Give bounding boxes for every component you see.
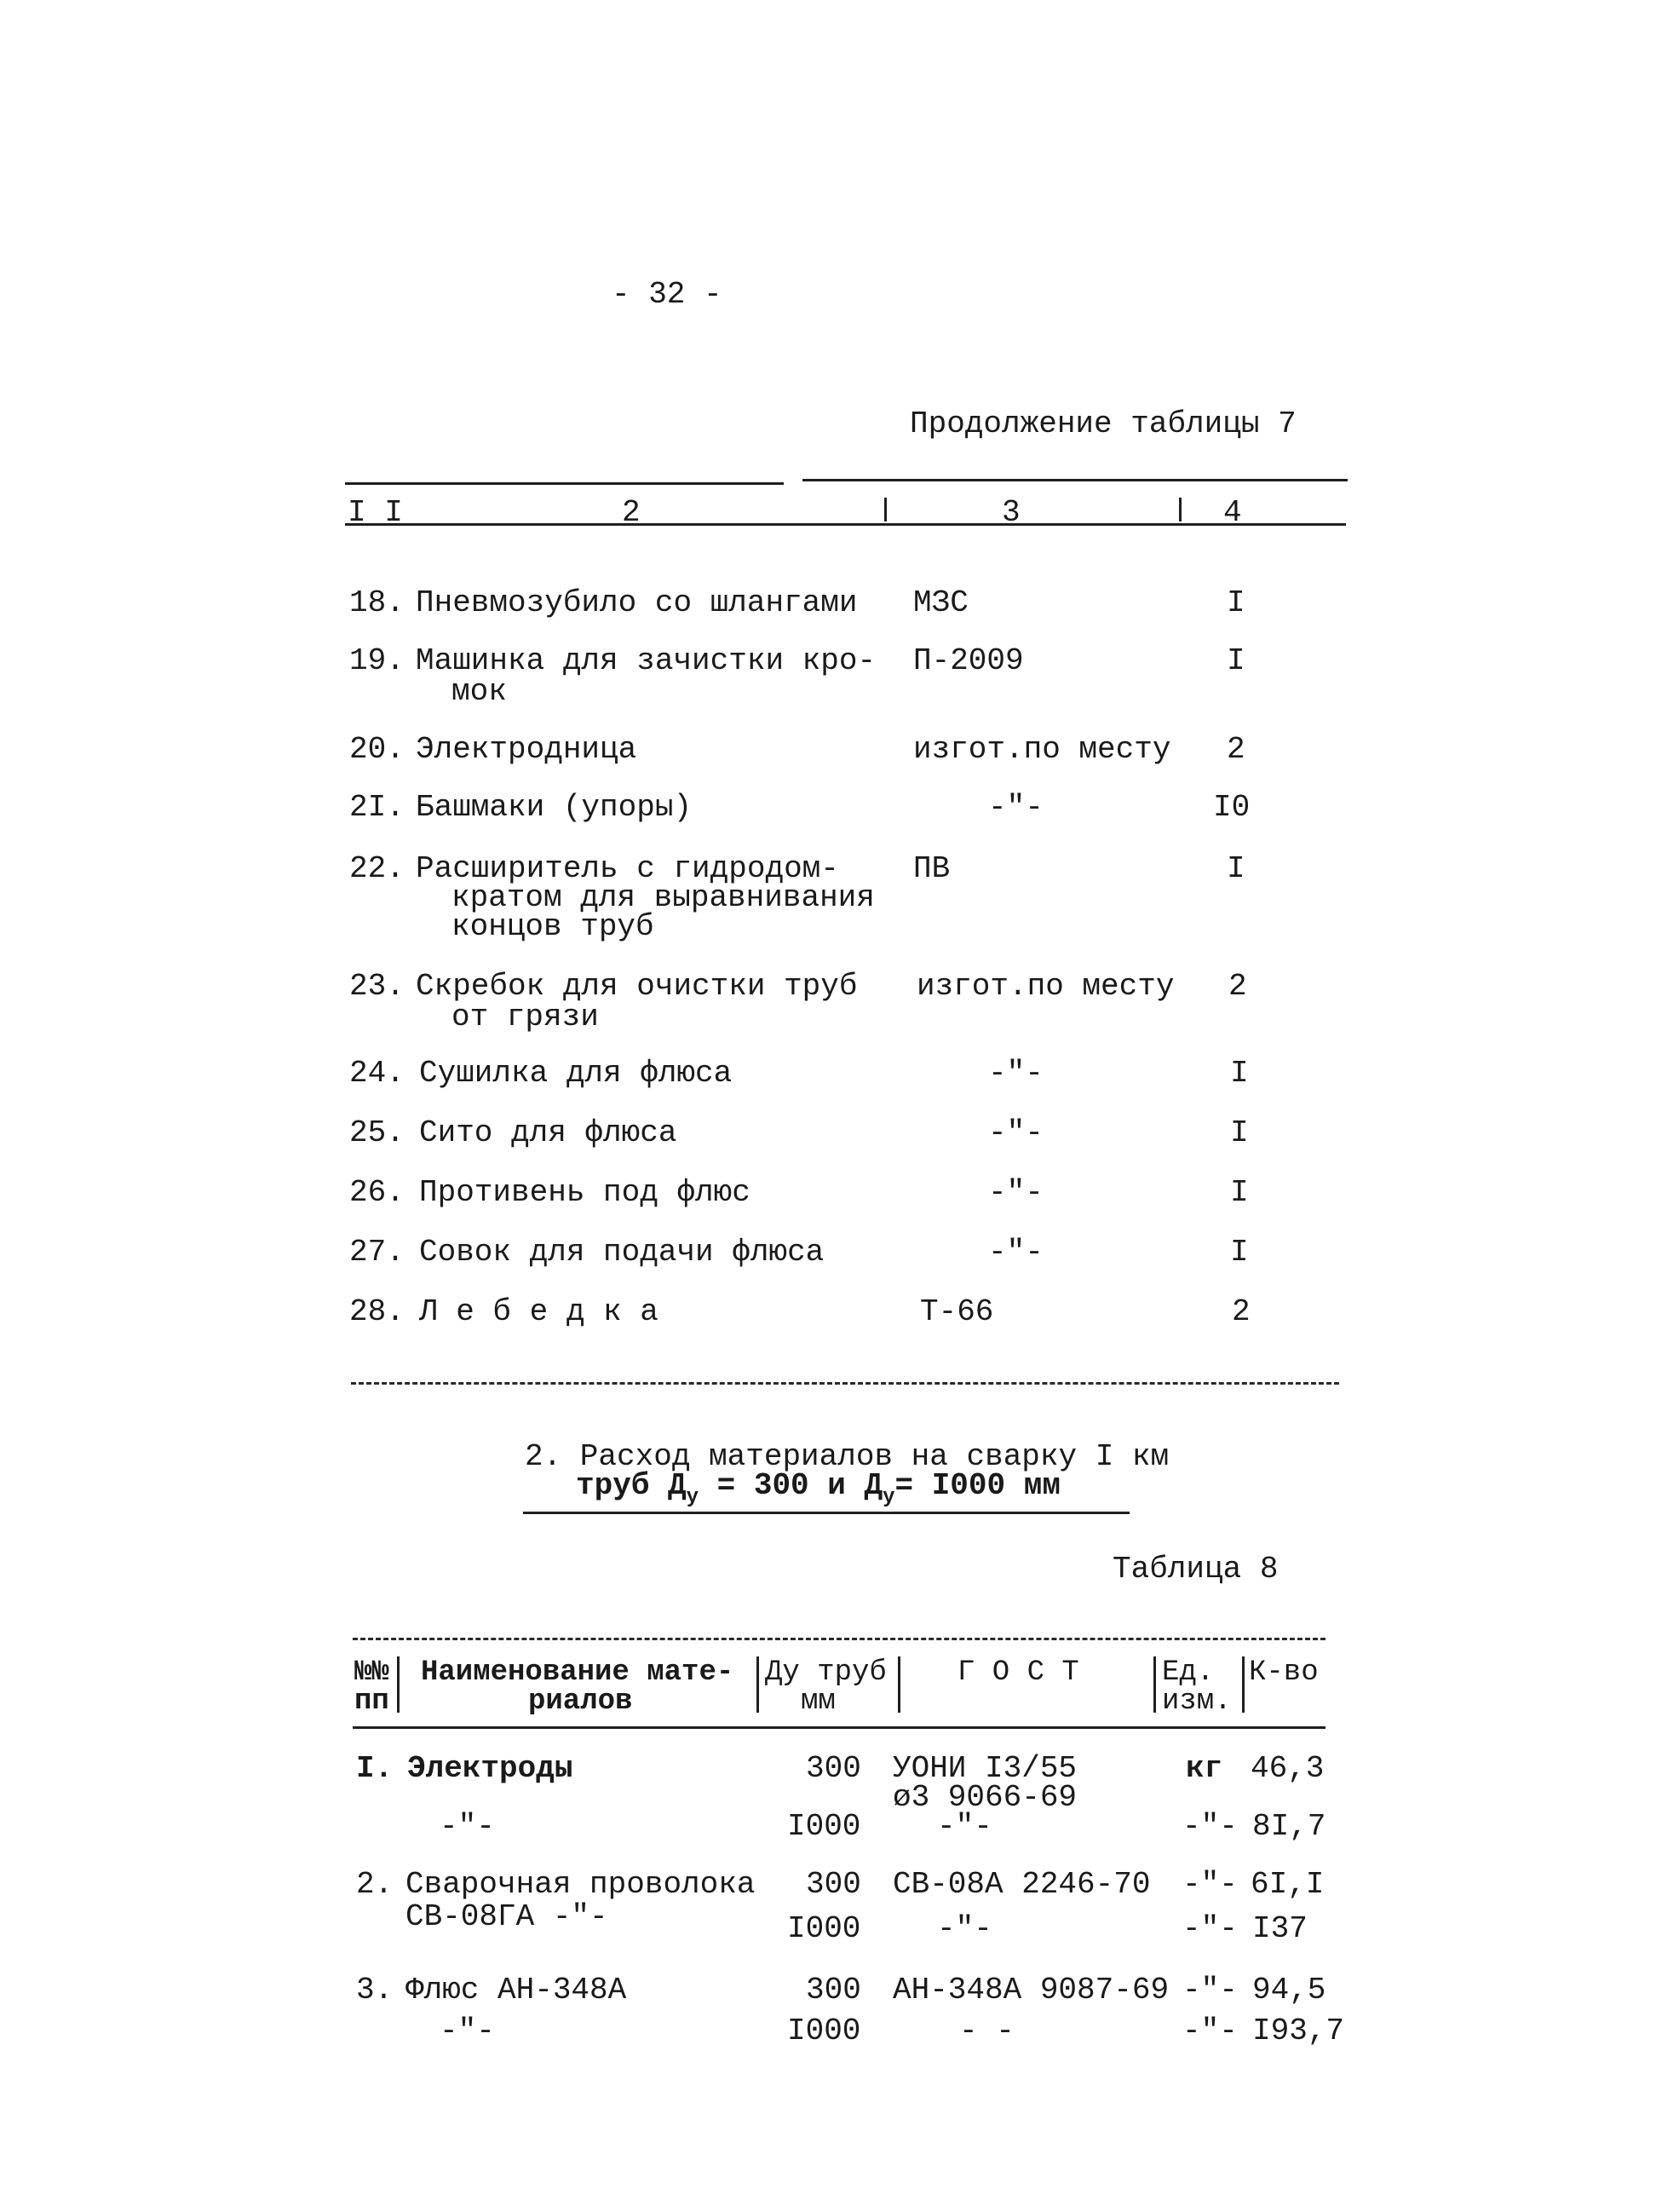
table8-row-name: -"- [440,1809,495,1844]
table7-row-qty: I0 [1213,790,1251,825]
table8-row-unit: кг [1186,1751,1223,1786]
table7-row-qty: I [1227,585,1245,620]
section2-subscript-1: у [686,1486,699,1509]
table8-top-rule [353,1638,1326,1640]
table7-row-qty: 2 [1227,732,1245,767]
table8-row-name: СВ-08ГА -"- [405,1899,608,1934]
table7-row-qty: I [1230,1115,1249,1150]
table8-row-name: Сварочная проволока [405,1867,756,1902]
table8-row-du: 300 [806,1973,861,2008]
table7-row-qty: I [1230,1175,1249,1210]
table7-row-number: 19. [349,643,405,678]
table7-row-type: изгот.по месту [913,732,1171,767]
table7-row-number: 26. [349,1175,405,1210]
table7-row-name: Противень под флюс [419,1175,750,1210]
table8-row-unit: -"- [1182,1973,1238,2008]
table8-header-name-2: риалов [528,1685,633,1718]
table7-row-qty: I [1227,851,1245,886]
table7-row-number: 22. [349,851,405,886]
table7-row-number: 28. [349,1294,405,1329]
table8-header-rule [353,1726,1326,1729]
table7-row-type: -"- [988,1175,1044,1210]
table8-header-num: №№ [354,1656,389,1689]
table7-row-type: П-2009 [913,643,1024,678]
table8-col-sep [756,1656,759,1713]
table7-top-rule-right [802,479,1348,481]
table8-row-qty: 6I,I [1251,1867,1325,1902]
table8-row-du: 300 [806,1867,861,1902]
table8-row-number: 2. [356,1867,394,1902]
table8-row-gost: СВ-08А 2246-70 [893,1867,1151,1902]
table7-row-name: Электродница [416,732,637,767]
table8-row-du: I000 [787,1911,861,1946]
table8-row-qty: 46,3 [1251,1751,1325,1786]
table7-row-type: изгот.по месту [917,969,1175,1004]
table7-col-sep-4 [1179,498,1182,521]
table7-header-col2: 2 [622,495,641,530]
table7-row-number: 2I. [349,790,405,825]
table7-row-type: -"- [988,1115,1044,1150]
table7-row-qty: I [1230,1235,1249,1270]
table8-header-du-2: мм [801,1685,836,1718]
table8-header-num-2: пп [354,1685,389,1718]
table7-row-name: Сито для флюса [419,1115,677,1150]
section2-text-b: = 300 и Д [699,1468,883,1503]
section2-subscript-2: у [883,1486,895,1509]
table8-row-qty: I93,7 [1252,2013,1345,2048]
table7-row-number: 18. [349,585,405,620]
table8-col-sep [1242,1656,1245,1713]
table8-row-unit: -"- [1182,1911,1238,1946]
table8-row-gost: -"- [937,1809,992,1844]
table7-row-name-cont: кратом для выравнивания [451,880,875,915]
table8-row-gost: - - [959,2013,1015,2048]
table8-header-du: Ду труб [765,1656,887,1689]
table8-header-name: Наименование мате- [421,1656,734,1689]
table7-row-name: Сушилка для флюса [419,1056,733,1091]
table7-row-type: -"- [988,790,1044,825]
table7-row-name-cont: от грязи [451,999,599,1034]
table7-row-name: Пневмозубило со шлангами [416,585,858,620]
table7-row-qty: I [1230,1056,1249,1091]
table7-row-type: ПВ [913,851,951,886]
table8-header-gost: Г О С Т [958,1656,1079,1689]
table7-top-rule-left [345,482,784,485]
table8-row-du: I000 [787,2013,861,2048]
table8-caption: Таблица 8 [1113,1552,1279,1587]
section2-heading-line2 [576,1468,1061,1509]
table8-row-unit: -"- [1182,2013,1238,2048]
table8-col-sep [397,1656,400,1713]
section2-underline [523,1512,1130,1514]
table8-header-unit: Ед. [1162,1656,1215,1689]
table8-row-name: Флюс АН-348А [405,1973,627,2008]
table8-row-qty: 94,5 [1252,1973,1326,2008]
table7-header-rule [345,523,1346,526]
page-number: - 32 - [612,277,722,312]
table8-row-du: 300 [806,1751,861,1786]
table7-row-qty: 2 [1228,969,1247,1004]
table8-row-qty: I37 [1252,1911,1308,1946]
table7-row-type: МЗС [913,585,969,620]
table7-row-name-cont: мок [451,674,507,709]
table8-header-qty: К-во [1249,1656,1319,1689]
table7-bottom-rule [351,1382,1339,1385]
section2-text-a: труб Д [576,1468,687,1503]
table7-header-col1: I I [348,495,403,530]
table8-row-qty: 8I,7 [1252,1809,1326,1844]
table8-row-gost: АН-348А 9087-69 [893,1973,1170,2008]
table8-row-unit: -"- [1182,1867,1238,1902]
table8-row-unit: -"- [1182,1809,1238,1844]
table8-row-name: Электроды [407,1751,573,1786]
table7-row-name: Совок для подачи флюса [419,1235,825,1270]
table7-row-number: 20. [349,732,405,767]
table8-row-number: 3. [356,1973,394,2008]
table8-row-gost: -"- [937,1911,992,1946]
table7-header-col4: 4 [1223,495,1242,530]
table7-row-name: Башмаки (упоры) [416,790,693,825]
table7-row-name: Скребок для очистки труб [416,969,858,1004]
table7-row-name-cont: концов труб [451,909,654,944]
table8-row-number: I. [356,1751,394,1786]
section2-heading-line1: 2. Расход материалов на сварку I км [525,1439,1170,1474]
section2-text-c: = I000 мм [894,1468,1061,1503]
table7-row-name: Расширитель с гидродом- [416,851,839,886]
table8-header-unit-2: изм. [1162,1685,1232,1718]
table7-row-number: 23. [349,969,405,1004]
table7-row-type: -"- [988,1056,1044,1091]
table7-header-col3: 3 [1002,495,1021,530]
table7-row-type: -"- [988,1235,1044,1270]
table8-col-sep [1153,1656,1156,1713]
table7-row-type: Т-66 [920,1294,994,1329]
table7-row-qty: I [1227,643,1245,678]
table7-row-name: Машинка для зачистки кро- [416,643,877,678]
table7-row-name: Л е б е д к а [419,1294,658,1329]
table8-row-gost-cont: ø3 9066-69 [893,1780,1078,1815]
table7-row-number: 24. [349,1056,405,1091]
table8-row-name: -"- [440,2013,495,2048]
table8-row-gost: УОНИ I3/55 [893,1751,1078,1786]
table7-row-number: 25. [349,1115,405,1150]
table7-col-sep-3 [884,498,887,521]
table7-row-qty: 2 [1232,1294,1251,1329]
table7-caption: Продолжение таблицы 7 [910,406,1297,441]
table8-col-sep [898,1656,900,1713]
table8-row-du: I000 [787,1809,861,1844]
table7-row-number: 27. [349,1235,405,1270]
